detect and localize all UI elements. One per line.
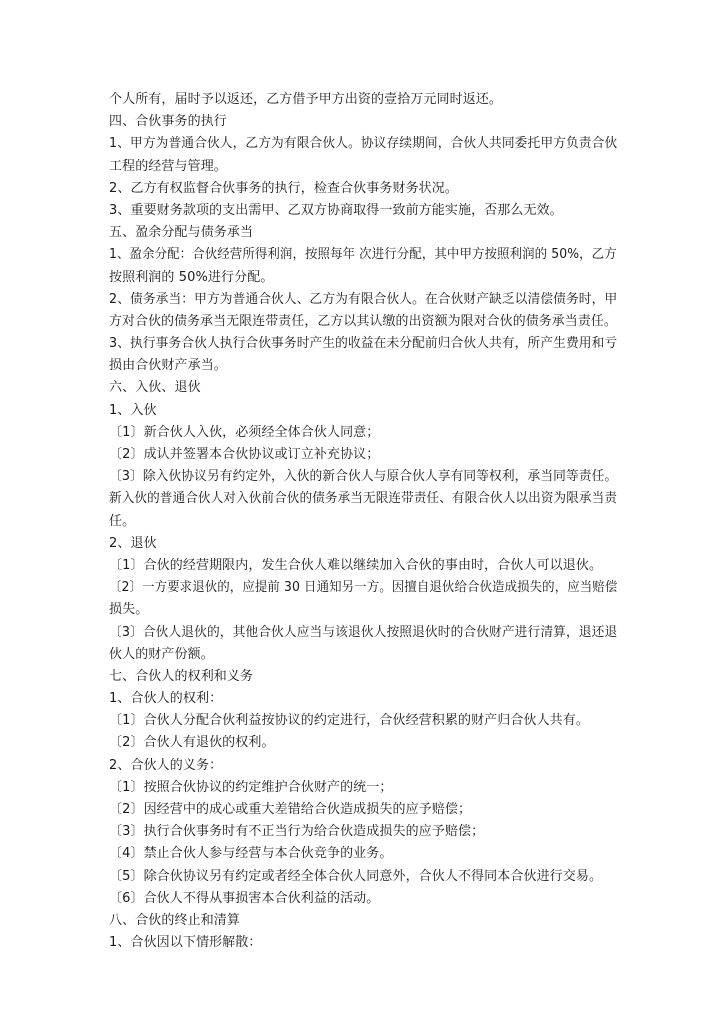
section-heading: 八、合伙的终止和清算 xyxy=(109,912,241,928)
text-line: 3、重要财务款项的支出需甲、乙双方协商取得一致前方能实施，否那么无效。 xyxy=(109,202,563,218)
list-item: 〔3〕执行合伙事务时有不正当行为给合伙造成损失的应予赔偿； xyxy=(109,824,485,840)
subsection-heading: 2、合伙人的义务： xyxy=(109,757,223,773)
list-item: 〔1〕合伙人分配合伙利益按协议的约定进行，合伙经营积累的财产归合伙人共有。 xyxy=(109,713,589,729)
text-line: 个人所有，届时予以返还，乙方借予甲方出资的壹拾万元同时返还。 xyxy=(109,92,503,107)
section-heading: 六、入伙、退伙 xyxy=(109,380,201,396)
list-item: 〔2〕合伙人有退伙的权利。 xyxy=(109,735,275,751)
list-item: 〔1〕新合伙人入伙，必须经全体合伙人同意； xyxy=(109,424,380,440)
text-line: 2、债务承当：甲方为普通合伙人、乙方为有限合伙人。在合伙财产缺乏以清偿债务时，甲 xyxy=(109,291,618,307)
text-line: 1、盈余分配：合伙经营所得利润，按照每年 次进行分配，其中甲方按照利润的 50%，乙方 xyxy=(109,247,617,263)
subsection-heading: 1、合伙因以下情形解散： xyxy=(109,935,262,951)
text-line: 按照利润的 50%进行分配。 xyxy=(109,269,274,285)
text-line: 工程的经营与管理。 xyxy=(109,158,227,174)
text-line: 方对合伙的债务承当无限连带责任，乙方以其认缴的出资额为限对合伙的债务承当责任。 xyxy=(109,313,617,329)
list-item: 〔2〕因经营中的成心或重大差错给合伙造成损失的应予赔偿； xyxy=(109,802,472,817)
list-item: 〔3〕合伙人退伙的，其他合伙人应当与该退伙人按照退伙时的合伙财产进行清算，退还退 xyxy=(109,624,618,640)
list-item: 〔4〕禁止合伙人参与经营与本合伙竞争的业务。 xyxy=(109,846,393,862)
text-line: 新入伙的普通合伙人对入伙前合伙的债务承当无限连带责任、有限合伙人以出资为限承当责 xyxy=(109,491,618,507)
list-item: 〔3〕除入伙协议另有约定外，入伙的新合伙人与原合伙人享有同等权利，承当同等责任。 xyxy=(109,469,618,485)
text-line: 2、乙方有权监督合伙事务的执行，检查合伙事务财务状况。 xyxy=(109,180,458,196)
text-line: 损失。 xyxy=(109,602,149,618)
list-item: 〔1〕合伙的经营期限内，发生合伙人难以继续加入合伙的事由时，合伙人可以退伙。 xyxy=(109,557,603,573)
section-heading: 七、合伙人的权利和义务 xyxy=(109,668,254,684)
subsection-heading: 1、合伙人的权利： xyxy=(109,691,223,707)
text-line: 任。 xyxy=(109,513,136,529)
subsection-heading: 2、退伙 xyxy=(109,535,157,551)
document-body xyxy=(109,89,617,954)
list-item: 〔2〕成认并签署本合伙协议或订立补充协议； xyxy=(109,447,380,462)
list-item: 〔2〕一方要求退伙的，应提前 30 日通知另一方。因擅自退伙给合伙造成损失的，应当赔偿 xyxy=(109,580,618,596)
list-item: 〔6〕合伙人不得从事损害本合伙利益的活动。 xyxy=(109,890,380,906)
text-line: 1、甲方为普通合伙人，乙方为有限合伙人。协议存续期间，合伙人共同委托甲方负责合伙 xyxy=(109,136,618,152)
text-line: 3、执行事务合伙人执行合伙事务时产生的收益在未分配前归合伙人共有，所产生费用和亏 xyxy=(109,336,618,352)
text-line: 损由合伙财产承当。 xyxy=(109,358,227,374)
list-item: 〔5〕除合伙协议另有约定或者经全体合伙人同意外，合伙人不得同本合伙进行交易。 xyxy=(109,868,603,884)
section-heading: 五、盈余分配与债务承当 xyxy=(109,225,254,241)
list-item: 〔1〕按照合伙协议的约定维护合伙财产的统一； xyxy=(109,779,393,795)
section-heading: 四、合伙事务的执行 xyxy=(109,114,227,130)
text-line: 伙人的财产份额。 xyxy=(109,646,214,662)
subsection-heading: 1、入伙 xyxy=(109,402,157,418)
